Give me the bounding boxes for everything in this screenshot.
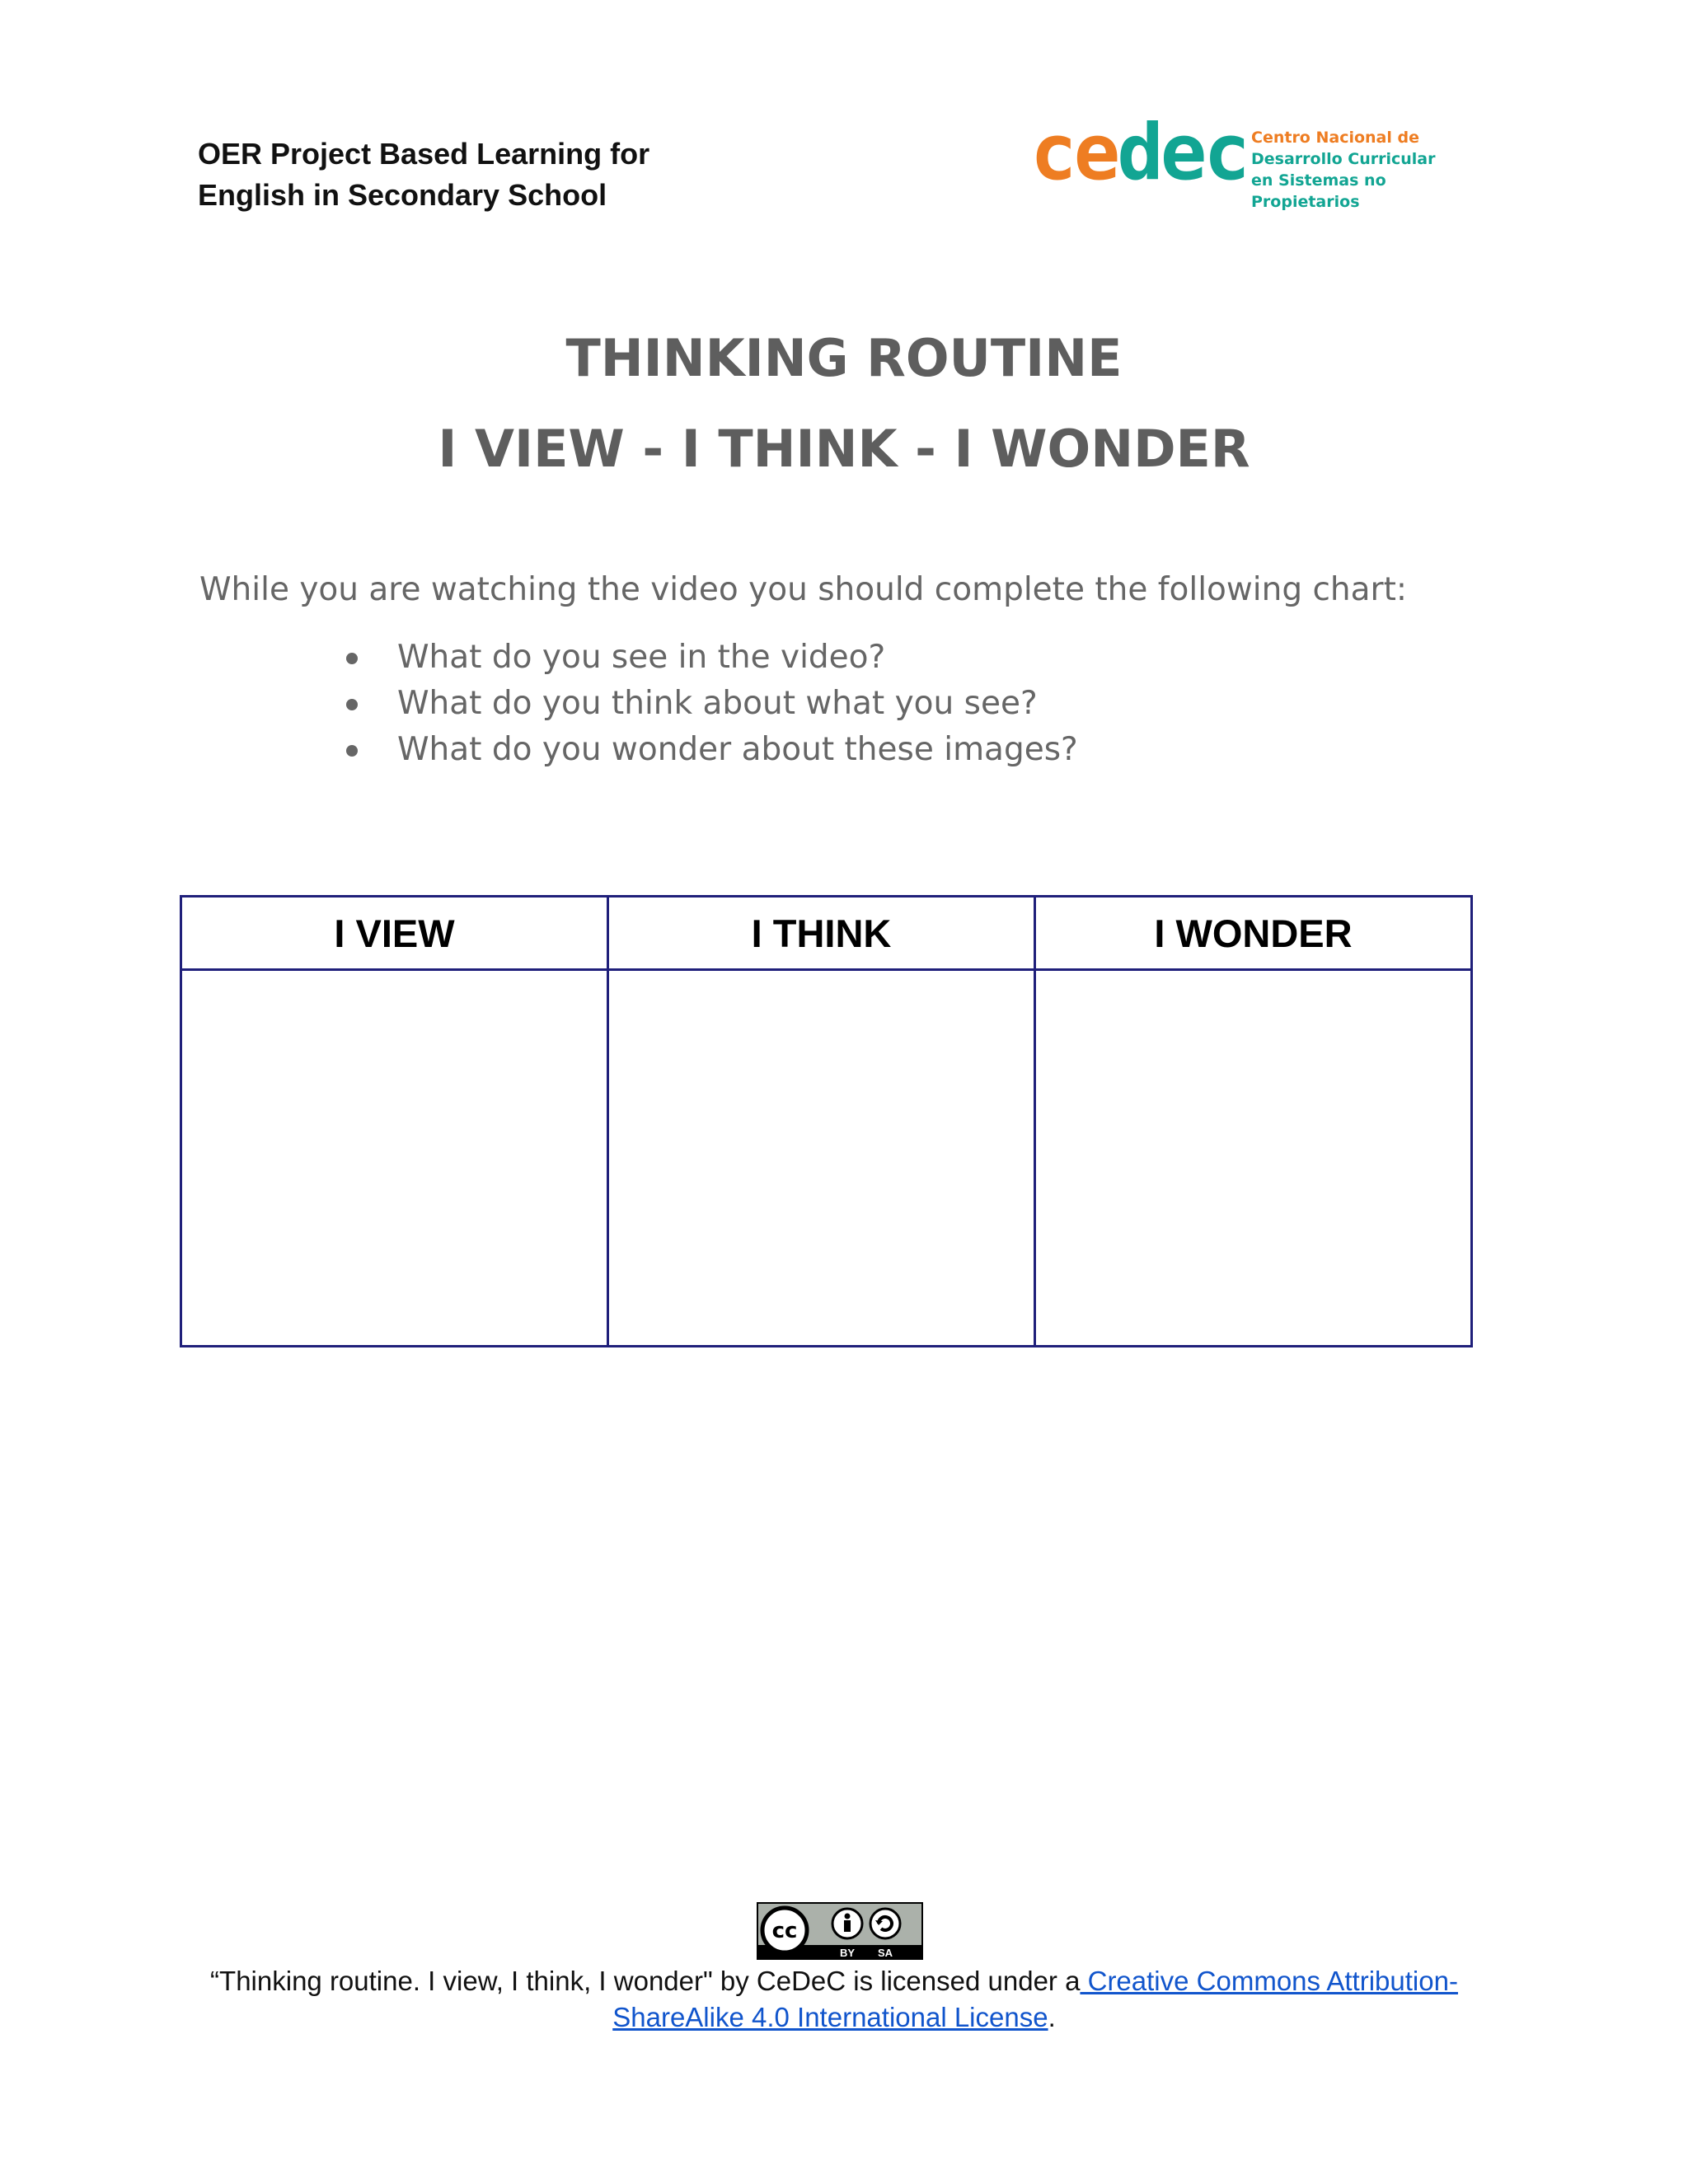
header-i-wonder: I WONDER xyxy=(1035,897,1472,970)
bullet-icon xyxy=(346,699,358,710)
logo-wordmark xyxy=(1030,108,1247,198)
bullet-icon xyxy=(346,653,358,664)
question-text: What do you see in the video? xyxy=(397,639,886,676)
cell-i-wonder[interactable] xyxy=(1035,970,1472,1347)
header-line-1: OER Project Based Learning for xyxy=(198,137,650,171)
page-title: THINKING ROUTINE xyxy=(565,328,1123,388)
list-item xyxy=(346,681,1078,727)
logo-wordmark-orange: ce xyxy=(1030,108,1118,198)
bullet-icon xyxy=(346,745,358,757)
badge-by-text: BY xyxy=(839,1947,856,1959)
instructions-text: While you are watching the video you should complete the following chart: xyxy=(199,571,1408,608)
logo-tagline-1: Centro Nacional de xyxy=(1251,129,1419,147)
table-header-row xyxy=(181,897,1472,970)
license-footer xyxy=(198,1963,1470,2036)
document-header xyxy=(198,134,649,216)
list-item xyxy=(346,635,1078,681)
header-line-2: English in Secondary School xyxy=(198,178,607,212)
license-text: “Thinking routine. I view, I think, I wonder" by CeDeC is licensed under a xyxy=(210,1966,1081,1996)
license-link[interactable]: Creative Commons Attribution-ShareAlike 4.0 International License xyxy=(612,1966,1458,2032)
question-text: What do you think about what you see? xyxy=(397,685,1038,722)
page-subtitle: I VIEW - I THINK - I WONDER xyxy=(438,419,1250,479)
table-row xyxy=(181,970,1472,1347)
routine-chart xyxy=(180,895,1473,1347)
question-text: What do you wonder about these images? xyxy=(397,731,1078,768)
logo-tagline-2: Desarrollo Curricular xyxy=(1251,150,1436,168)
cell-i-view[interactable] xyxy=(181,970,608,1347)
cedec-logo xyxy=(1030,108,1484,211)
logo-tagline xyxy=(1251,127,1484,213)
header-i-view: I VIEW xyxy=(181,897,608,970)
logo-tagline-3: en Sistemas no Propietarios xyxy=(1251,171,1386,211)
cell-i-think[interactable] xyxy=(608,970,1035,1347)
logo-wordmark-teal: dec xyxy=(1117,108,1247,198)
badge-cc-text: cc xyxy=(771,1919,798,1943)
header-i-think: I THINK xyxy=(608,897,1035,970)
list-item xyxy=(346,727,1078,773)
license-period: . xyxy=(1048,2002,1056,2032)
question-list xyxy=(346,635,1078,773)
badge-sa-text: SA xyxy=(877,1947,893,1959)
cc-by-sa-badge-icon xyxy=(757,1902,923,1960)
